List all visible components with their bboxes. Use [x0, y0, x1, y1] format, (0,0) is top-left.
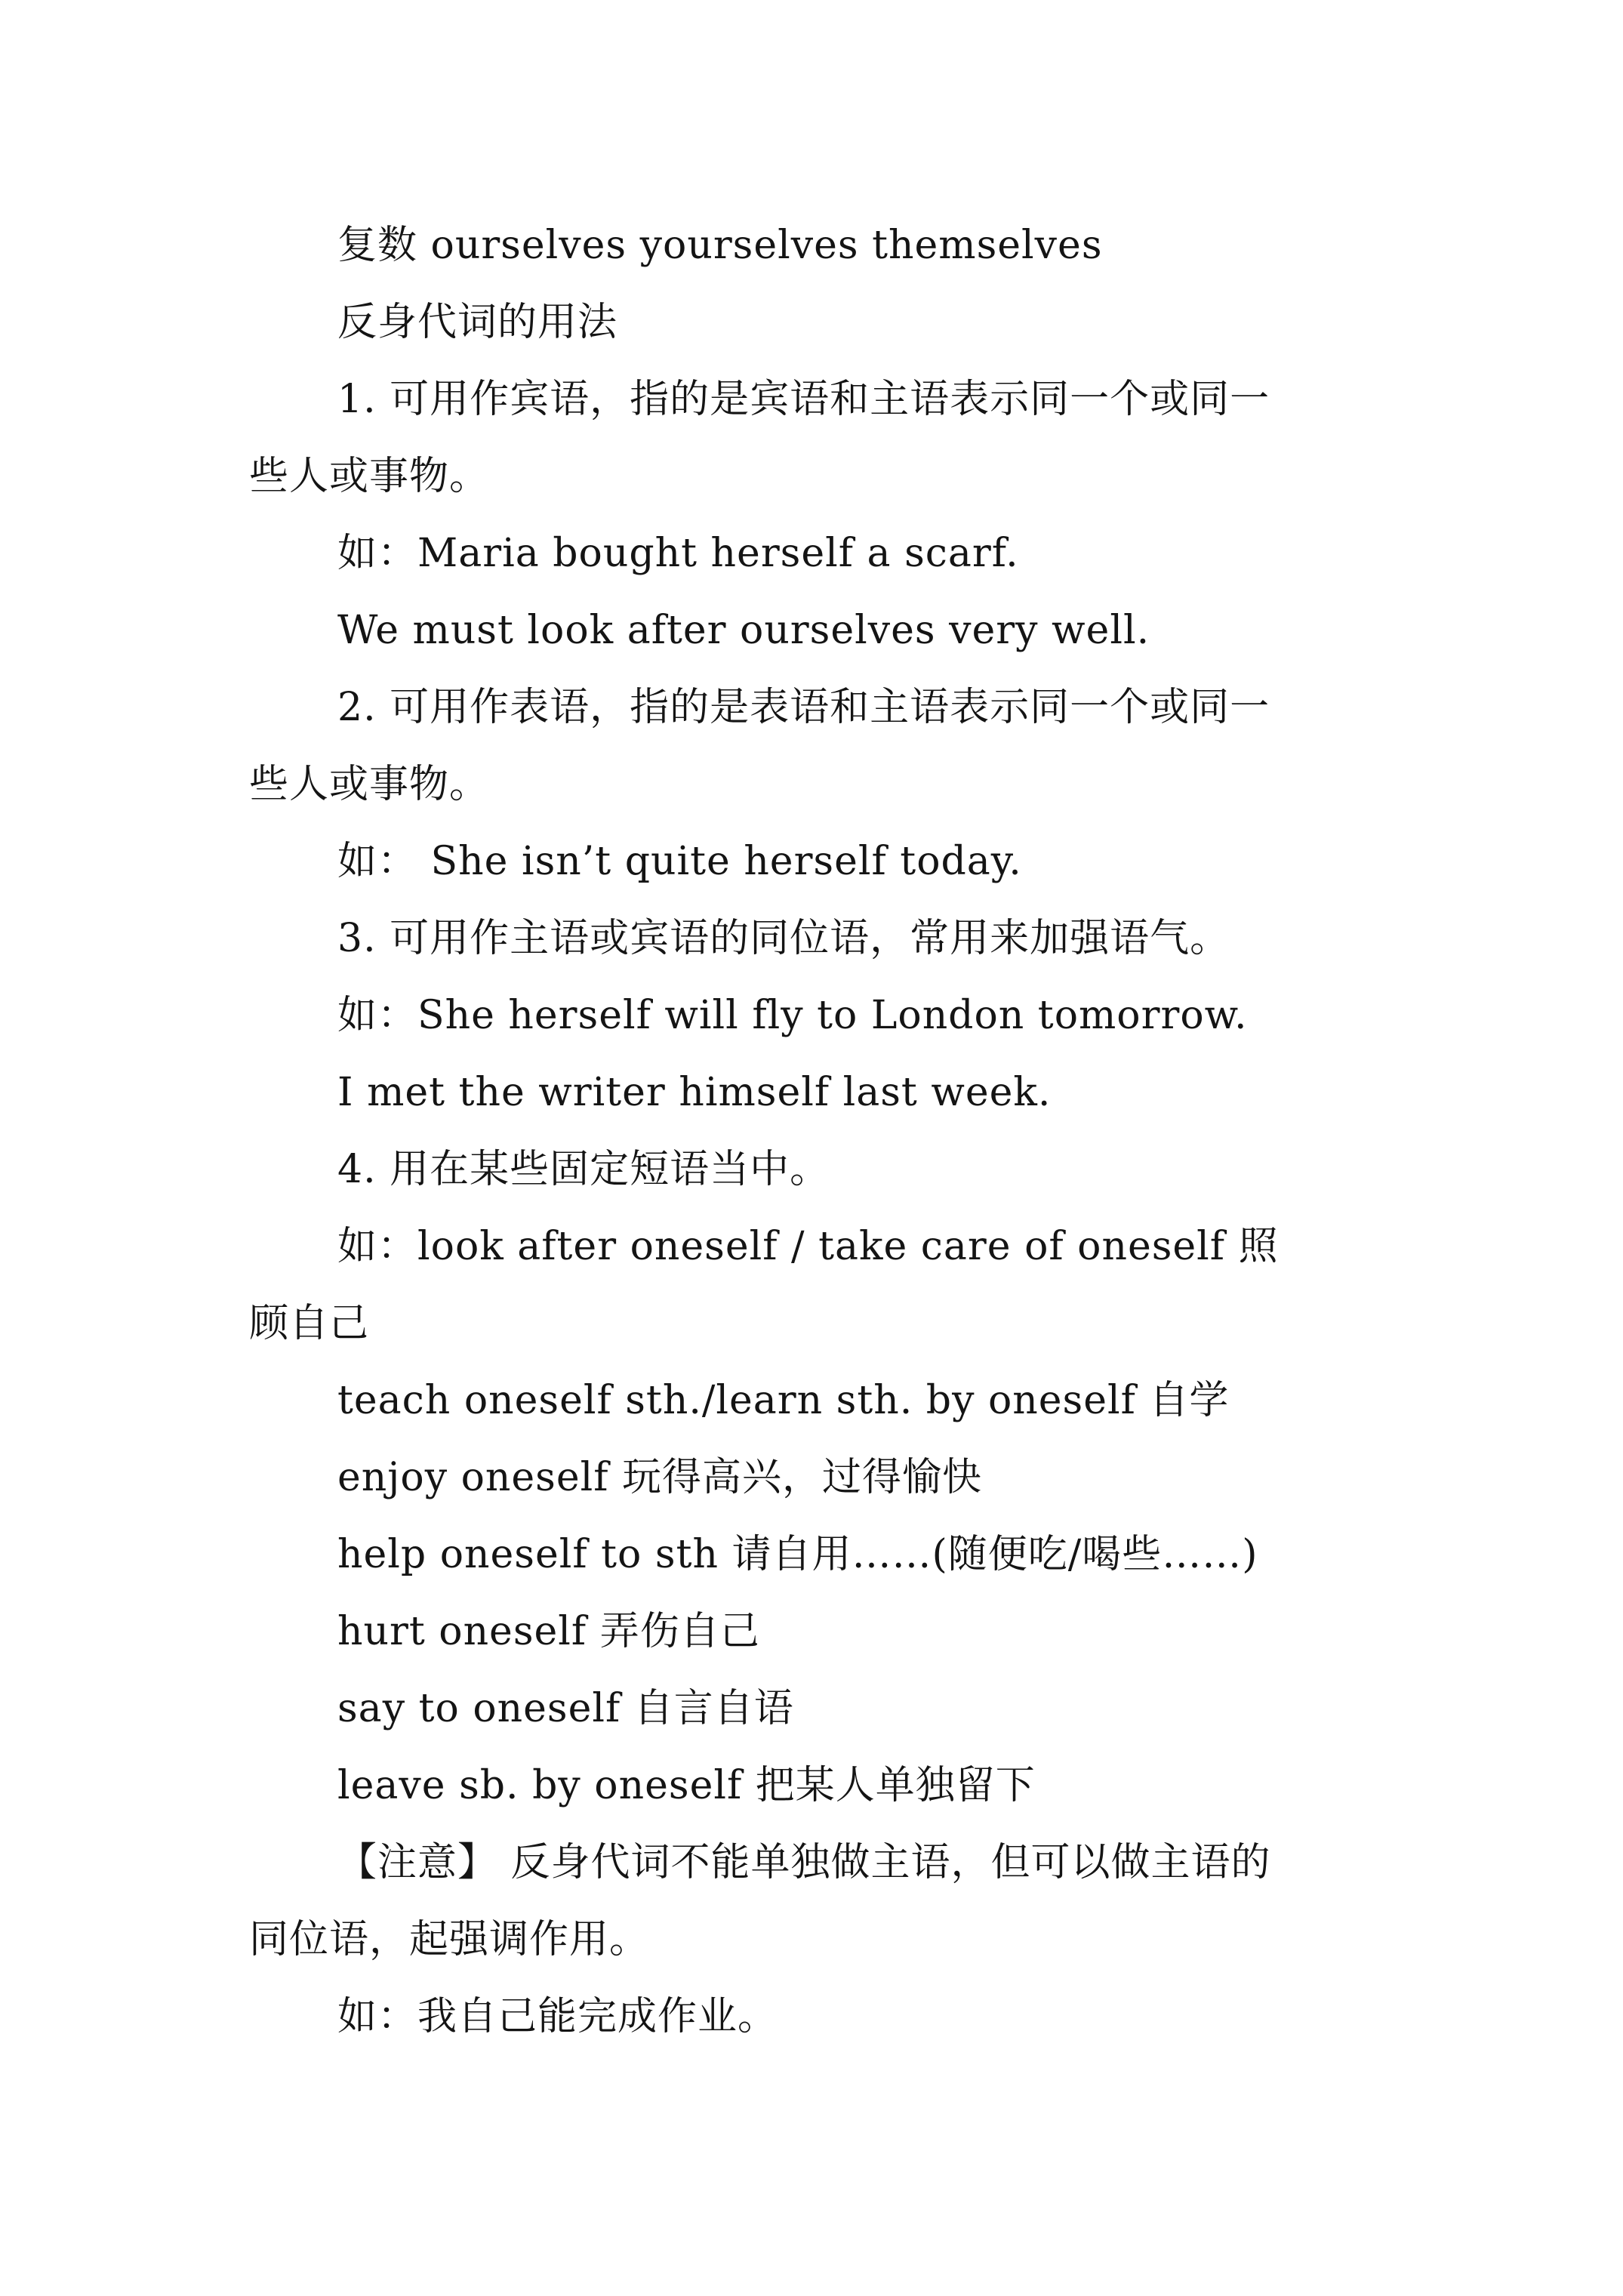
- phrase-say-to-oneself: say to oneself 自言自语: [337, 1686, 794, 1731]
- rule-2-line-1: 2. 可用作表语，指的是表语和主语表示同一个或同一: [337, 685, 1270, 730]
- phrase-teach-oneself: teach oneself sth./learn sth. by oneself 自学: [337, 1378, 1230, 1423]
- example-3b: I met the writer himself last week.: [337, 1070, 1052, 1115]
- rule-2-line-2: 些人或事物。: [249, 762, 490, 807]
- rule-1-line-1: 1. 可用作宾语，指的是宾语和主语表示同一个或同一: [337, 377, 1270, 422]
- rule-3: 3. 可用作主语或宾语的同位语，常用来加强语气。: [337, 916, 1230, 961]
- phrase-look-after-line-2: 顾自己: [249, 1301, 370, 1346]
- example-1b: We must look after ourselves very well.: [337, 608, 1150, 653]
- rule-4: 4. 用在某些固定短语当中。: [337, 1147, 830, 1192]
- example-2: 如： She isn’t quite herself today.: [337, 839, 1022, 884]
- phrase-enjoy-oneself: enjoy oneself 玩得高兴，过得愉快: [337, 1455, 983, 1500]
- section-heading-usage: 反身代词的用法: [337, 300, 618, 345]
- phrase-leave-by-oneself: leave sb. by oneself 把某人单独留下: [337, 1763, 1036, 1808]
- text-line-plural-forms: 复数 ourselves yourselves themselves: [337, 223, 1103, 268]
- note-line-1: 【注意】 反身代词不能单独做主语，但可以做主语的: [337, 1840, 1271, 1885]
- note-line-2: 同位语，起强调作用。: [249, 1917, 650, 1962]
- example-1a: 如：Maria bought herself a scarf.: [337, 531, 1019, 576]
- note-example: 如：我自己能完成作业。: [337, 1994, 778, 2039]
- phrase-help-oneself: help oneself to sth 请自用……(随便吃/喝些……): [337, 1532, 1258, 1577]
- rule-1-line-2: 些人或事物。: [249, 454, 490, 499]
- phrase-hurt-oneself: hurt oneself 弄伤自己: [337, 1609, 760, 1654]
- example-3a: 如：She herself will fly to London tomorrow.: [337, 993, 1248, 1038]
- phrase-look-after-line-1: 如：look after oneself / take care of oneself 照: [337, 1224, 1279, 1269]
